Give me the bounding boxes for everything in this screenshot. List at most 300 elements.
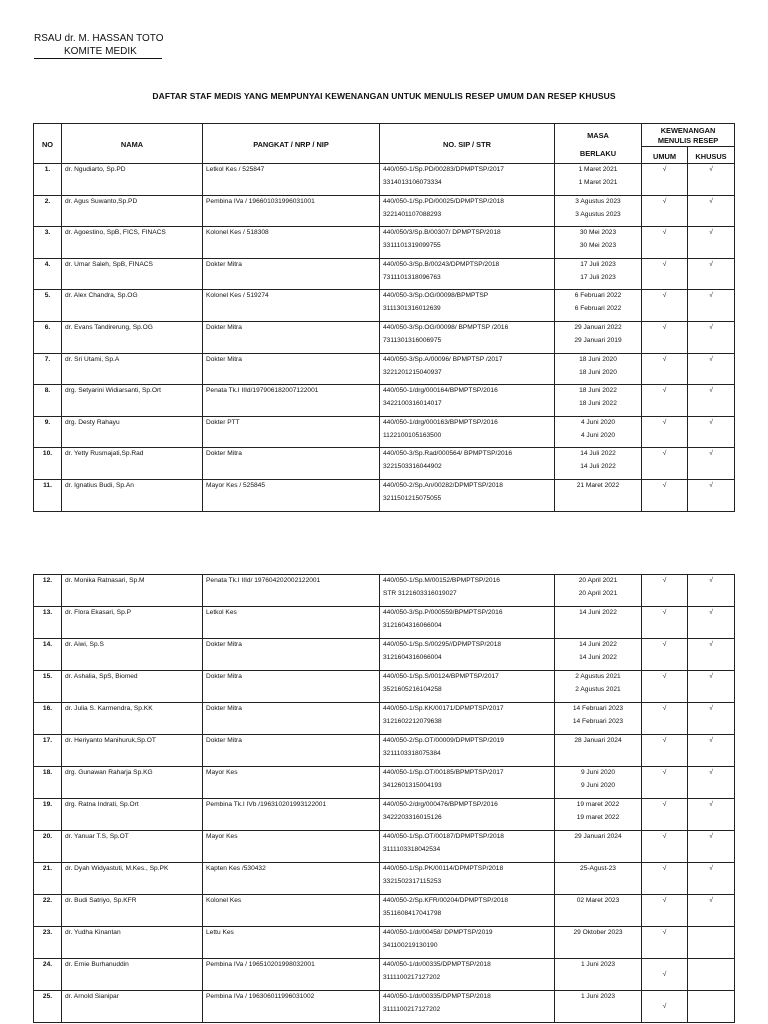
validity-date-masa1: 02 Maret 2023 — [576, 897, 620, 904]
special-prescription-check — [688, 703, 735, 735]
row-number — [34, 927, 62, 959]
staff-rank — [203, 703, 380, 735]
table-row — [34, 416, 735, 448]
row-number — [34, 639, 62, 671]
staff-rank — [203, 448, 380, 480]
validity-date-masa2: 20 April 2021 — [578, 590, 618, 597]
row-number — [34, 385, 62, 417]
validity-date-masa1: 1 Maret 2021 — [578, 166, 618, 173]
special-prescription-check-khusus: √ — [709, 197, 713, 205]
staff-rank-pangkat: Letkol Kes / 525847 — [206, 166, 265, 173]
staff-name-nama: dr. Alex Chandra, Sp.OG — [65, 292, 138, 300]
staff-table-page1 — [33, 123, 735, 512]
staff-name — [62, 799, 203, 831]
validity-date-masa1: 6 Februari 2022 — [574, 292, 622, 300]
row-number-no: 25. — [42, 993, 53, 1000]
row-number-no: 3. — [44, 229, 51, 237]
staff-rank — [203, 258, 380, 290]
validity-date-masa1: 14 Juni 2022 — [579, 641, 617, 648]
staff-rank-pangkat: Pembina IVa / 196601031996031001 — [206, 197, 315, 205]
staff-name-nama: dr. Budi Satriyo, Sp.KFR — [65, 897, 137, 904]
staff-name-nama: dr. Yetty Rusmajati,Sp.Rad — [65, 450, 144, 458]
staff-name — [62, 195, 203, 227]
validity-date-masa2: 14 Juli 2022 — [580, 463, 616, 471]
validity-date — [555, 863, 642, 895]
table-row — [34, 735, 735, 767]
special-prescription-check — [688, 258, 735, 290]
general-prescription-check-umum: √ — [662, 897, 667, 904]
special-prescription-check-khusus: √ — [709, 705, 713, 712]
general-prescription-check — [642, 479, 688, 511]
row-number-no: 21. — [42, 865, 53, 872]
special-prescription-check — [688, 735, 735, 767]
general-prescription-check-umum: √ — [662, 260, 667, 268]
special-prescription-check-khusus: √ — [709, 450, 713, 458]
table-row — [34, 959, 735, 991]
validity-date-masa2: 4 Juni 2020 — [580, 431, 616, 439]
validity-date-masa1: 1 Juni 2023 — [580, 993, 616, 1000]
general-prescription-check — [642, 227, 688, 259]
staff-name — [62, 448, 203, 480]
general-prescription-check — [642, 290, 688, 322]
table-row — [34, 258, 735, 290]
row-number — [34, 703, 62, 735]
license-number-sip: 440/050-3/Sp.P/000559/BPMPTSP/2016 — [383, 609, 503, 616]
row-number — [34, 767, 62, 799]
staff-rank — [203, 959, 380, 991]
table-row — [34, 227, 735, 259]
general-prescription-check — [642, 959, 688, 991]
staff-rank-pangkat: Kolonel Kes / 519274 — [206, 292, 269, 300]
row-number — [34, 321, 62, 353]
row-number-no: 13. — [42, 609, 53, 616]
table-row — [34, 195, 735, 227]
row-number — [34, 448, 62, 480]
special-prescription-check — [688, 767, 735, 799]
general-prescription-check-umum: √ — [662, 929, 667, 936]
validity-date-masa1: 29 Januari 2022 — [574, 323, 622, 331]
general-prescription-check-umum: √ — [662, 577, 667, 584]
validity-date — [555, 321, 642, 353]
staff-name-nama: drg. Setyarini Widiarsanti, Sp.Ort — [65, 387, 162, 395]
row-number — [34, 959, 62, 991]
special-prescription-check-khusus: √ — [709, 387, 713, 395]
general-prescription-check-umum: √ — [662, 292, 667, 300]
license-number-sip: 440/050-1/dr/00335/DPMPTSP/2018 — [383, 993, 491, 1000]
row-number-no: 24. — [42, 961, 53, 968]
general-prescription-check — [642, 863, 688, 895]
general-prescription-check — [642, 895, 688, 927]
validity-date-masa1: 14 Februari 2023 — [572, 705, 624, 712]
license-number-sip: 440/050/3/Sp.B/00307/ DPMPTSP/2018 — [383, 229, 501, 237]
special-prescription-check-khusus: √ — [709, 577, 713, 584]
staff-name-nama: dr. Monika Ratnasari, Sp.M — [65, 577, 145, 584]
staff-rank-pangkat: Penata Tk.I IIId/197906182007122001 — [206, 387, 319, 395]
validity-date-masa1: 28 Januari 2024 — [574, 737, 622, 744]
license-number — [380, 321, 555, 353]
license-number — [380, 607, 555, 639]
special-prescription-check — [688, 607, 735, 639]
special-prescription-check — [688, 895, 735, 927]
row-number — [34, 671, 62, 703]
general-prescription-check-umum: √ — [662, 323, 667, 331]
staff-name-nama: dr. Yudha Kinantan — [65, 929, 121, 936]
col-header-kewenangan: KEWENANGAN MENULIS RESEP — [642, 124, 735, 147]
special-prescription-check-khusus: √ — [709, 801, 713, 808]
staff-rank — [203, 164, 380, 196]
validity-date-masa1: 3 Agustus 2023 — [575, 197, 621, 205]
staff-name-nama: drg. Ratna Indrati, Sp.Ort — [65, 801, 139, 808]
staff-name-nama: dr. Arnold Sianipar — [65, 993, 119, 1000]
staff-name — [62, 575, 203, 607]
table-row — [34, 607, 735, 639]
col-header-no: NO — [34, 124, 62, 164]
validity-date — [555, 479, 642, 511]
validity-date — [555, 258, 642, 290]
license-number-str: 3321502317115253 — [383, 878, 442, 885]
license-number-sip: 440/050-2/Sp.An/00282/DPMPTSP/2018 — [383, 481, 503, 489]
staff-name — [62, 927, 203, 959]
staff-rank-pangkat: Dokter Mitra — [206, 260, 242, 268]
validity-date-masa2: 17 Juli 2023 — [580, 273, 616, 281]
staff-rank-pangkat: Penata Tk.I IIId/ 197604202002122001 — [206, 577, 321, 584]
license-number — [380, 575, 555, 607]
staff-name — [62, 290, 203, 322]
row-number-no: 22. — [42, 897, 53, 904]
staff-rank — [203, 416, 380, 448]
license-number — [380, 353, 555, 385]
staff-name — [62, 767, 203, 799]
row-number-no: 11. — [43, 481, 52, 489]
validity-date-masa2: 19 maret 2022 — [576, 814, 620, 821]
validity-date — [555, 607, 642, 639]
general-prescription-check — [642, 321, 688, 353]
general-prescription-check — [642, 416, 688, 448]
header-underline — [34, 58, 162, 59]
license-number-str: 3311101319099755 — [383, 242, 441, 250]
col-header-khusus: KHUSUS — [688, 147, 735, 164]
staff-rank-pangkat: Dokter Mitra — [206, 705, 242, 712]
license-number-sip: 440/050-1/Sp.PD/00283/DPMPTSP/2017 — [383, 166, 504, 173]
license-number — [380, 258, 555, 290]
staff-rank-pangkat: Mayor Kes — [206, 833, 238, 840]
general-prescription-check — [642, 671, 688, 703]
license-number-str: 3121604316066004 — [383, 622, 442, 629]
staff-name-nama: dr. Julia S. Karmendra, Sp.KK — [65, 705, 153, 712]
general-prescription-check — [642, 991, 688, 1023]
row-number-no: 16. — [42, 705, 53, 712]
special-prescription-check — [688, 448, 735, 480]
col-header-masa — [555, 124, 642, 164]
general-prescription-check — [642, 799, 688, 831]
row-number — [34, 895, 62, 927]
license-number-str: 3111100217127202 — [383, 1006, 441, 1013]
license-number-sip: 440/050-1/Sp.M/00152/BPMPTSP/2016 — [383, 577, 500, 584]
staff-name — [62, 863, 203, 895]
table-row — [34, 799, 735, 831]
validity-date-masa1: 14 Juli 2022 — [580, 450, 616, 458]
staff-rank — [203, 195, 380, 227]
license-number — [380, 799, 555, 831]
license-number-str: 3422100316014017 — [383, 400, 442, 408]
validity-date — [555, 227, 642, 259]
row-number — [34, 195, 62, 227]
validity-date-masa1: 20 April 2021 — [578, 577, 618, 584]
staff-rank-pangkat: Mayor Kes / 525845 — [206, 481, 266, 489]
staff-name — [62, 831, 203, 863]
row-number — [34, 227, 62, 259]
staff-name — [62, 703, 203, 735]
row-number-no: 5. — [44, 292, 51, 300]
table-row — [34, 448, 735, 480]
license-number-str: 3412601315004193 — [383, 782, 442, 789]
license-number — [380, 290, 555, 322]
validity-date-masa1: 19 maret 2022 — [576, 801, 620, 808]
document-header — [34, 32, 163, 58]
license-number-sip: 440/050-2/Sp.KFR/00204/DPMPTSP/2018 — [383, 897, 508, 904]
special-prescription-check-khusus: √ — [709, 737, 713, 744]
validity-date-masa2: 14 Februari 2023 — [572, 718, 624, 725]
general-prescription-check — [642, 385, 688, 417]
license-number-str: 3111301316012639 — [383, 305, 441, 313]
validity-date-masa2: 1 Maret 2021 — [578, 179, 618, 186]
staff-name — [62, 385, 203, 417]
validity-date-masa2: 29 Januari 2019 — [574, 336, 622, 344]
row-number — [34, 991, 62, 1023]
license-number-str: 341100219130190 — [383, 942, 438, 949]
license-number-sip: 440/050-1/Sp.OT/00185/BPMPTSP/2017 — [383, 769, 504, 776]
license-number-sip: 440/050-1/Sp.PD/00025/DPMPTSP/2018 — [383, 197, 504, 205]
staff-name — [62, 735, 203, 767]
license-number-str: STR 3121603316019027 — [383, 590, 457, 597]
general-prescription-check-umum: √ — [662, 641, 667, 648]
table-row — [34, 991, 735, 1023]
special-prescription-check — [688, 195, 735, 227]
general-prescription-check — [642, 831, 688, 863]
license-number-str: 3111100217127202 — [383, 974, 441, 981]
license-number-str: 7311101318096763 — [383, 273, 441, 281]
staff-rank-pangkat: Dokter Mitra — [206, 355, 242, 363]
license-number-sip: 440/050-2/drg/000476/BPMPTSP/2016 — [383, 801, 498, 808]
special-prescription-check-khusus: √ — [709, 292, 713, 300]
staff-rank-pangkat: Dokter PTT — [206, 418, 240, 426]
general-prescription-check-umum: √ — [662, 229, 667, 237]
special-prescription-check-khusus: √ — [709, 481, 713, 489]
validity-date-masa1: 29 Oktober 2023 — [573, 929, 623, 936]
validity-date-masa2: 6 Februari 2022 — [574, 305, 622, 313]
staff-name — [62, 479, 203, 511]
validity-date — [555, 290, 642, 322]
staff-rank — [203, 227, 380, 259]
general-prescription-check — [642, 258, 688, 290]
license-number-str: 3422203316015126 — [383, 814, 442, 821]
general-prescription-check-umum: √ — [662, 450, 667, 458]
staff-name — [62, 639, 203, 671]
general-prescription-check-umum: √ — [662, 673, 667, 680]
staff-name — [62, 258, 203, 290]
row-number-no: 17. — [42, 737, 53, 744]
validity-date — [555, 195, 642, 227]
staff-name-nama: dr. Ashalia, SpS, Biomed — [65, 673, 138, 680]
license-number-str: 3121604316066004 — [383, 654, 442, 661]
special-prescription-check — [688, 639, 735, 671]
staff-name-nama: dr. Dyah Widyastuti, M.Kes., Sp.PK — [65, 865, 169, 872]
staff-rank-pangkat: Letkol Kes — [206, 609, 237, 616]
special-prescription-check — [688, 164, 735, 196]
row-number — [34, 164, 62, 196]
staff-rank-pangkat: Kolonel Kes — [206, 897, 242, 904]
staff-rank — [203, 290, 380, 322]
validity-date — [555, 671, 642, 703]
staff-rank-pangkat: Dokter Mitra — [206, 641, 242, 648]
validity-date — [555, 799, 642, 831]
special-prescription-check — [688, 416, 735, 448]
table-row — [34, 895, 735, 927]
staff-name — [62, 416, 203, 448]
validity-date-masa2: 18 Juni 2022 — [579, 400, 617, 408]
special-prescription-check — [688, 227, 735, 259]
general-prescription-check-umum: √ — [662, 801, 667, 808]
special-prescription-check — [688, 959, 735, 991]
validity-date-masa2: 9 Juni 2020 — [580, 782, 616, 789]
committee-name: KOMITE MEDIK — [64, 46, 137, 57]
license-number-sip: 440/050-3/Sp.OG/00098/BPMPTSP — [383, 292, 489, 300]
license-number — [380, 639, 555, 671]
staff-rank — [203, 607, 380, 639]
general-prescription-check-umum: √ — [662, 481, 667, 489]
general-prescription-check — [642, 703, 688, 735]
validity-date — [555, 575, 642, 607]
validity-date — [555, 385, 642, 417]
table-row — [34, 385, 735, 417]
license-number-sip: 440/050-1/Sp.S/00295//DPMPTSP/2018 — [383, 641, 502, 648]
staff-rank — [203, 831, 380, 863]
staff-rank-pangkat: Kapten Kes /530432 — [206, 865, 266, 872]
staff-name — [62, 991, 203, 1023]
special-prescription-check-khusus: √ — [709, 897, 713, 904]
validity-date-masa1: 21 Maret 2022 — [576, 481, 620, 489]
license-number-str: 3511608417041798 — [383, 910, 442, 917]
table-row — [34, 767, 735, 799]
table-row — [34, 290, 735, 322]
row-number — [34, 799, 62, 831]
staff-name-nama: dr. Ngudiarto, Sp.PD — [65, 166, 126, 173]
staff-rank — [203, 353, 380, 385]
row-number-no: 19. — [42, 801, 53, 808]
license-number — [380, 164, 555, 196]
row-number-no: 8. — [44, 387, 51, 395]
staff-rank — [203, 927, 380, 959]
row-number-no: 6. — [44, 323, 51, 331]
license-number — [380, 959, 555, 991]
hospital-name: RSAU dr. M. HASSAN TOTO — [34, 33, 164, 44]
staff-rank-pangkat: Lettu Kes — [206, 929, 234, 936]
general-prescription-check-umum: √ — [662, 737, 667, 744]
validity-date-masa2: 14 Juni 2022 — [579, 654, 617, 661]
special-prescription-check-khusus: √ — [709, 323, 713, 331]
row-number — [34, 735, 62, 767]
staff-rank-pangkat: Pembina IVa / 196306011996031002 — [206, 993, 315, 1000]
special-prescription-check — [688, 290, 735, 322]
staff-rank — [203, 575, 380, 607]
special-prescription-check-khusus: √ — [709, 355, 713, 363]
general-prescription-check — [642, 195, 688, 227]
validity-date-masa1: 4 Juni 2020 — [580, 418, 616, 426]
special-prescription-check — [688, 799, 735, 831]
license-number — [380, 895, 555, 927]
validity-date — [555, 767, 642, 799]
table-row — [34, 927, 735, 959]
license-number-sip: 440/050-2/Sp.OT/00009/DPMPTSP/2019 — [383, 737, 504, 744]
staff-rows-page1 — [34, 164, 735, 512]
staff-name-nama: dr. Agus Suwanto,Sp.PD — [65, 197, 138, 205]
license-number — [380, 385, 555, 417]
license-number-sip: 440/050-1/drg/000163/BPMPTSP/2016 — [383, 418, 498, 426]
general-prescription-check-umum: √ — [662, 197, 667, 205]
col-header-nama: NAMA — [62, 124, 203, 164]
row-number-no: 1. — [44, 166, 51, 173]
row-number — [34, 607, 62, 639]
staff-name — [62, 164, 203, 196]
staff-name-nama: dr. Agoestino, SpB, FICS, FINACS — [65, 229, 166, 237]
row-number-no: 12. — [42, 577, 53, 584]
staff-name-nama: drg. Gunawan Raharja Sp.KG — [65, 769, 153, 776]
staff-rank-pangkat: Dokter Mitra — [206, 673, 242, 680]
license-number-sip: 440/050-1/dr/00458/ DPMPTSP/2019 — [383, 929, 493, 936]
license-number — [380, 735, 555, 767]
general-prescription-check — [642, 448, 688, 480]
license-number-sip: 440/050-1/Sp.PK/00114/DPMPTSP/2018 — [383, 865, 504, 872]
table-row — [34, 671, 735, 703]
license-number — [380, 448, 555, 480]
staff-name — [62, 607, 203, 639]
validity-date — [555, 703, 642, 735]
staff-name-nama: dr. Sri Utami, Sp.A — [65, 355, 120, 363]
special-prescription-check — [688, 863, 735, 895]
general-prescription-check — [642, 639, 688, 671]
table-row — [34, 321, 735, 353]
staff-name-nama: dr. Yanuar T.S, Sp.OT — [65, 833, 129, 840]
validity-date — [555, 448, 642, 480]
table-row — [34, 863, 735, 895]
staff-name — [62, 895, 203, 927]
row-number-no: 7. — [44, 355, 51, 363]
general-prescription-check-umum: √ — [662, 833, 667, 840]
validity-date — [555, 353, 642, 385]
row-number — [34, 863, 62, 895]
special-prescription-check — [688, 385, 735, 417]
table-row — [34, 703, 735, 735]
staff-rank — [203, 321, 380, 353]
special-prescription-check-khusus: √ — [709, 673, 713, 680]
validity-date-masa1: 9 Juni 2020 — [580, 769, 616, 776]
validity-date — [555, 959, 642, 991]
col-header-masa-line2: BERLAKU — [579, 149, 617, 158]
staff-name-nama: dr. Ignatius Budi, Sp.An — [65, 481, 134, 489]
license-number-str: 7311301316006975 — [383, 336, 442, 344]
table-row — [34, 479, 735, 511]
row-number-no: 20. — [42, 833, 53, 840]
row-number-no: 15. — [42, 673, 53, 680]
license-number-sip: 440/050-3/Sp.B/00243/DPMPTSP/2018 — [383, 260, 500, 268]
validity-date — [555, 639, 642, 671]
row-number-no: 10. — [42, 450, 53, 458]
special-prescription-check — [688, 991, 735, 1023]
general-prescription-check — [642, 767, 688, 799]
license-number — [380, 991, 555, 1023]
validity-date-masa1: 2 Agustus 2021 — [575, 673, 621, 680]
row-number-no: 2. — [44, 197, 51, 205]
